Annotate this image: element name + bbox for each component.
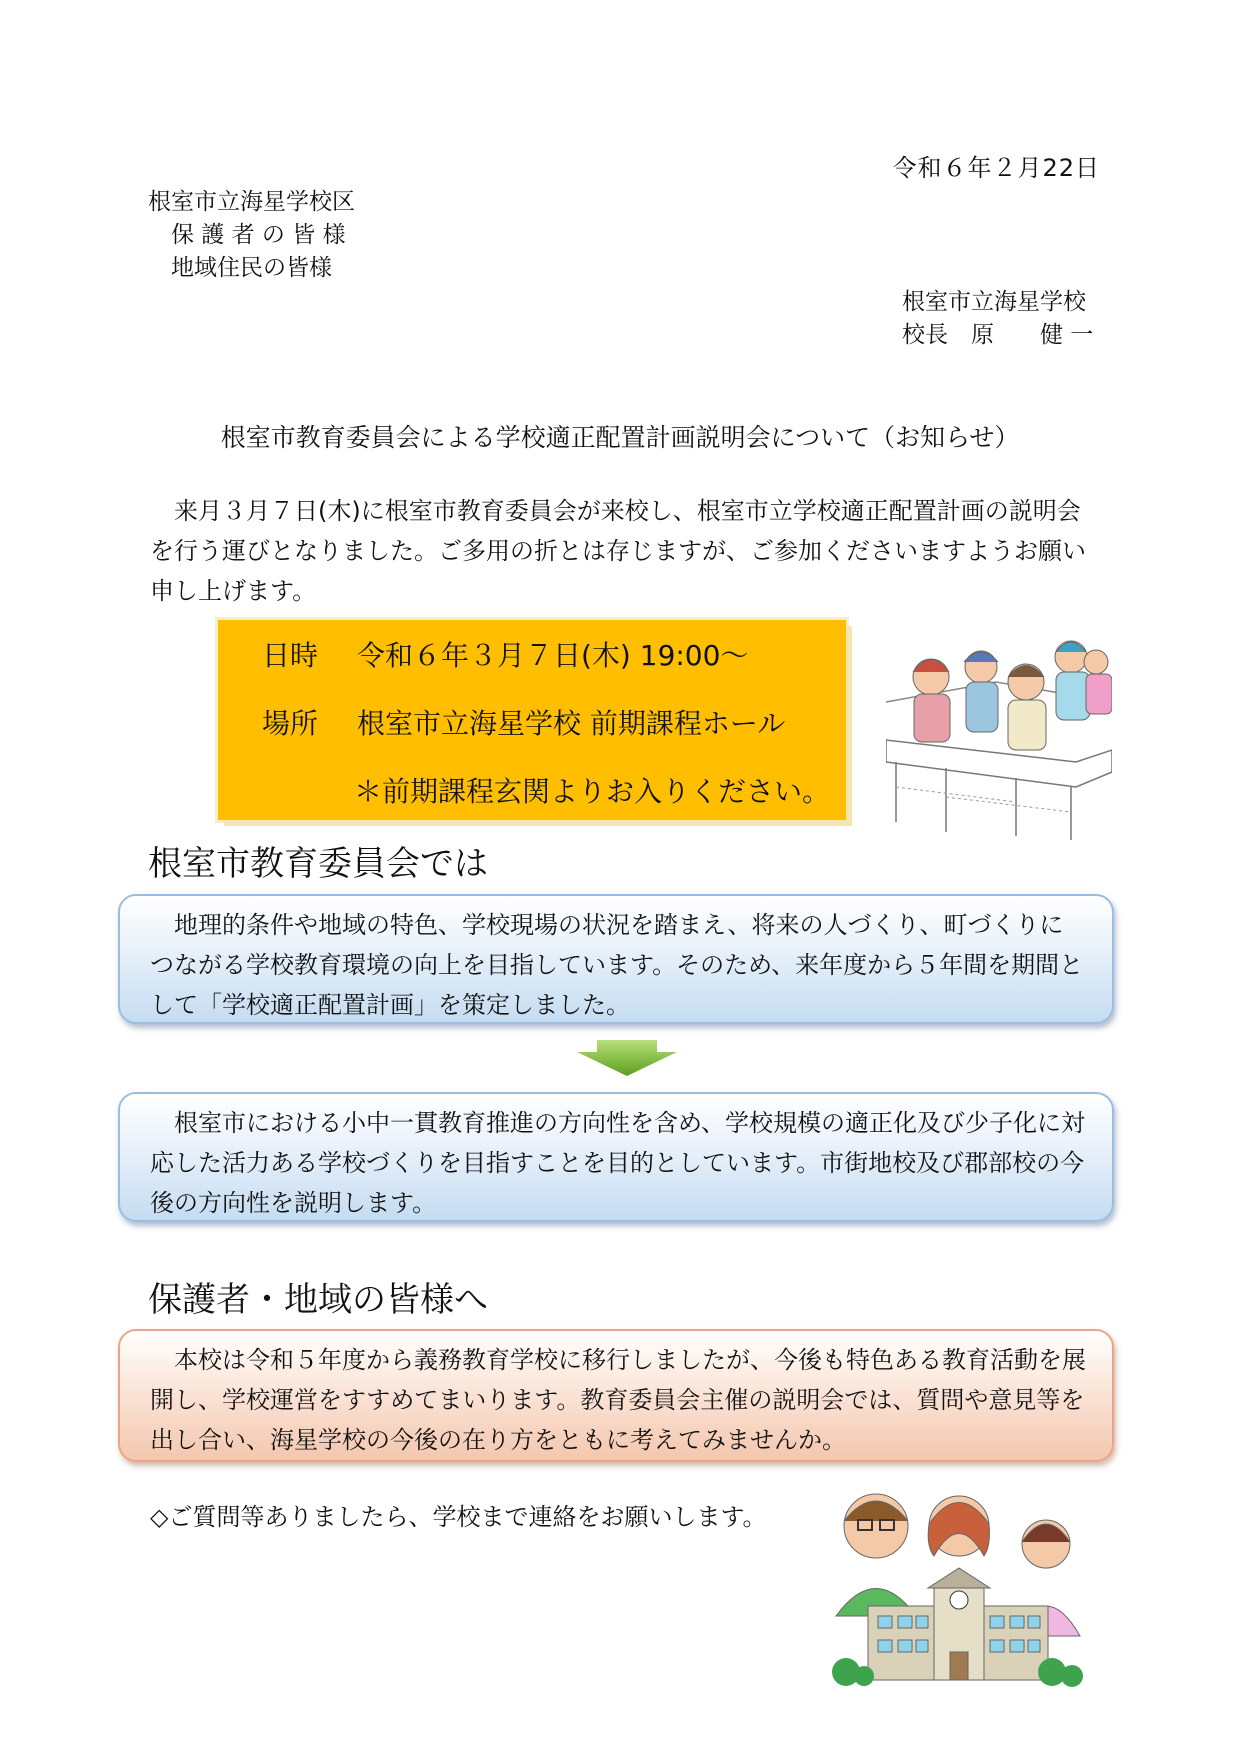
parents-section-heading: 保護者・地域の皆様へ xyxy=(148,1280,488,1320)
event-entrance-note: ＊前期課程玄関よりお入りください。 xyxy=(354,775,831,808)
event-info-box xyxy=(218,620,846,820)
sender-school: 根室市立海星学校 xyxy=(902,289,1086,315)
parents-message-panel: 本校は令和５年度から義務教育学校に移行しましたが、今後も特色ある教育活動を展開し、学校運営をすすめてまいります。教育委員会主催の説明会では、質問や意見等を出し合い、海星学校の今後の在り方をともに考えてみませんか。 xyxy=(118,1329,1114,1462)
event-datetime-value: 令和６年３月７日(木) 19:00～ xyxy=(357,639,749,672)
recipient-residents: 地域住民の皆様 xyxy=(148,255,332,281)
board-purpose-panel: 根室市における小中一貫教育推進の方向性を含め、学校規模の適正化及び少子化に対応した活力ある学校づくりを目指すことを目的としています。市街地校及び郡部校の今後の方向性を説明します。 xyxy=(118,1092,1114,1222)
sender-block xyxy=(902,286,1093,352)
recipient-school-district: 根室市立海星学校区 xyxy=(148,189,355,215)
sender-principal: 校長 原 健 一 xyxy=(902,322,1094,348)
board-section-heading: 根室市教育委員会では xyxy=(148,844,488,884)
event-place-row xyxy=(262,702,785,742)
meeting-audience-illustration xyxy=(886,622,1112,840)
intro-paragraph: 来月３月７日(木)に根室市教育委員会が来校し、根室市立学校適正配置計画の説明会を行う運びとなりました。ご多用の折とは存じますが、ご参加くださいますようお願い申し上げます。 xyxy=(150,497,1086,605)
document-title: 根室市教育委員会による学校適正配置計画説明会について（お知らせ） xyxy=(220,423,1020,452)
contact-note: ◇ご質問等ありましたら、学校まで連絡をお願いします。 xyxy=(150,1503,767,1531)
school-building-with-teachers-illustration xyxy=(816,1476,1094,1688)
event-place-value: 根室市立海星学校 前期課程ホール xyxy=(357,707,786,740)
down-arrow-icon xyxy=(577,1040,677,1076)
event-place-label: 場所 xyxy=(262,707,319,740)
recipient-guardians: 保 護 者 の 皆 様 xyxy=(148,222,346,248)
recipients-block xyxy=(148,186,355,285)
event-datetime-label: 日時 xyxy=(262,639,319,672)
event-datetime-row xyxy=(262,634,748,674)
board-intent-panel: 地理的条件や地域の特色、学校現場の状況を踏まえ、将来の人づくり、町づくりにつながる学校教育環境の向上を目指しています。そのため、来年度から５年間を期間として「学校適正配置計画」を策定しました。 xyxy=(118,894,1114,1024)
document-date: 令和６年２月22日 xyxy=(892,154,1100,182)
